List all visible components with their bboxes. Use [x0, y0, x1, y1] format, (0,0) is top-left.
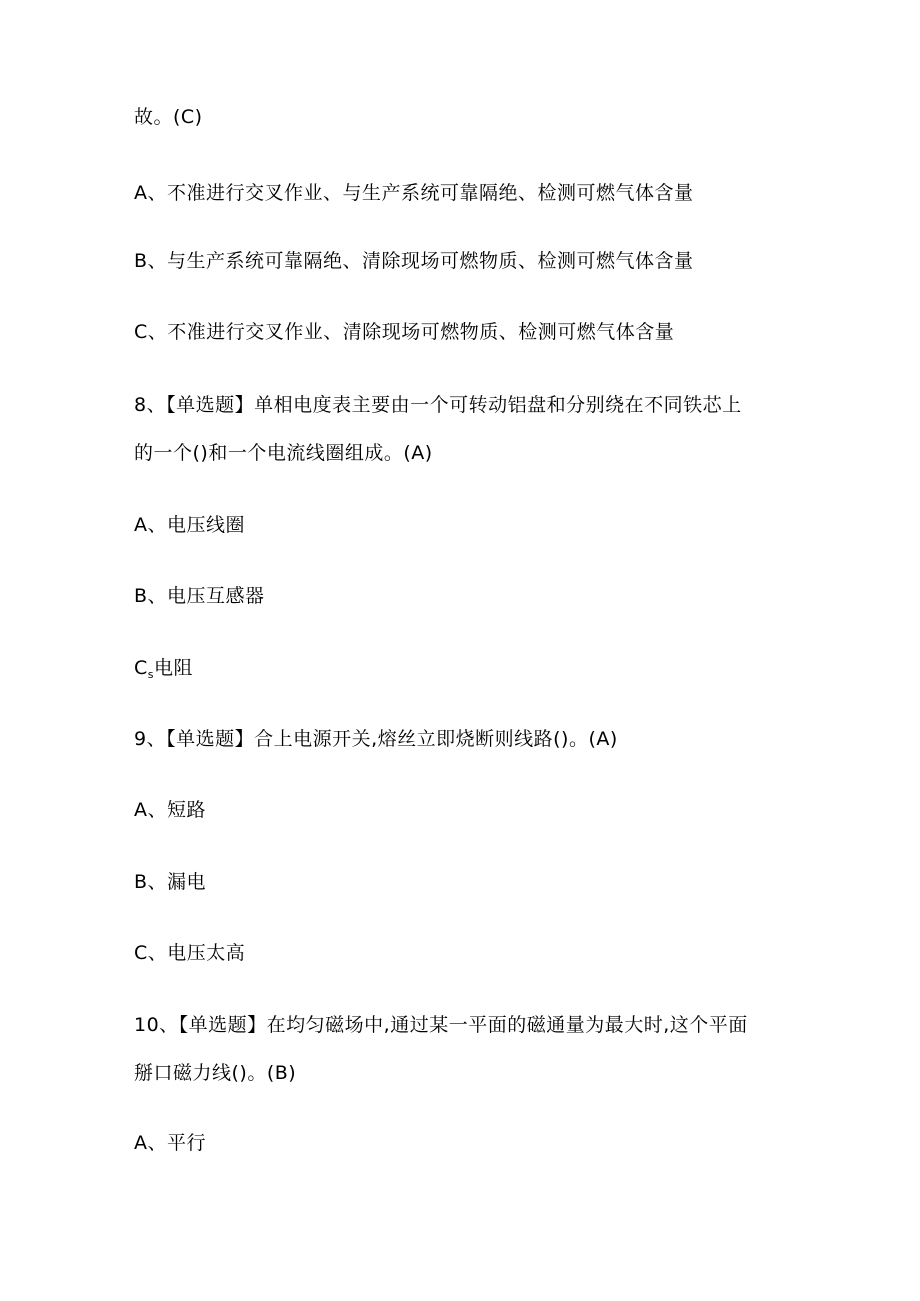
- q8-option-c-text: 电阻: [154, 657, 194, 679]
- q7-option-c: C、不准进行交叉作业、清除现场可燃物质、检测可燃气体含量: [134, 321, 675, 343]
- q8-option-a: A、电压线圈: [134, 514, 245, 536]
- q7-option-b: B、与生产系统可靠隔绝、清除现场可燃物质、检测可燃气体含量: [134, 250, 694, 272]
- q10-question-line2: 掰口磁力线()。(B): [134, 1062, 297, 1084]
- q10-option-a: A、平行: [134, 1132, 206, 1154]
- q8-option-c-subscript: s: [147, 668, 155, 681]
- q8-option-b: B、电压互感器: [134, 585, 265, 607]
- q8-option-c-letter: C: [134, 657, 148, 679]
- q10-question-line1: 10、【单选题】在均匀磁场中,通过某一平面的磁通量为最大时,这个平面: [134, 1014, 748, 1036]
- q7-answer-tail: 故。(C): [134, 106, 203, 128]
- q7-option-a: A、不准进行交叉作业、与生产系统可靠隔绝、检测可燃气体含量: [134, 182, 694, 204]
- q9-option-c: C、电压太高: [134, 942, 246, 964]
- q9-question: 9、【单选题】合上电源开关,熔丝立即烧断则线路()。(A): [134, 728, 618, 750]
- q8-question-line2: 的一个()和一个电流线圈组成。(A): [134, 442, 433, 464]
- q8-question-line1: 8、【单选题】单相电度表主要由一个可转动铝盘和分别绕在不同铁芯上: [134, 394, 742, 416]
- q9-option-b: B、漏电: [134, 871, 207, 893]
- q9-option-a: A、短路: [134, 799, 206, 821]
- q8-option-c: [134, 655, 193, 688]
